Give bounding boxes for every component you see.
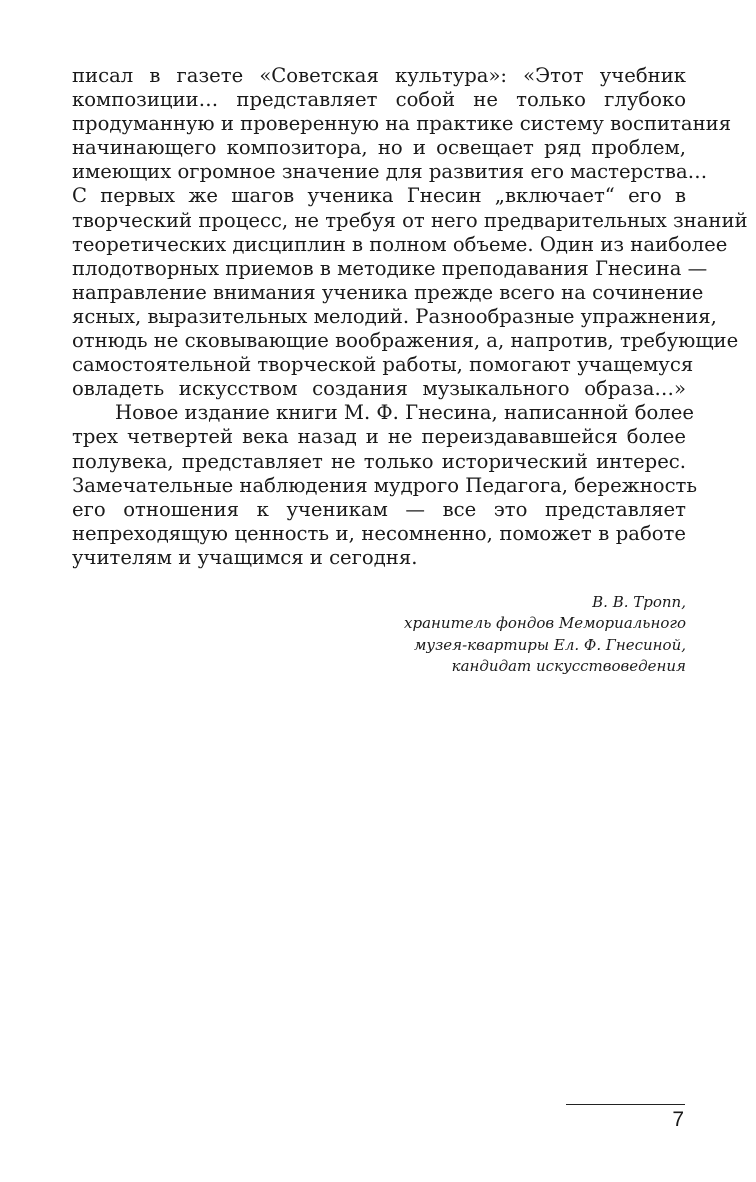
text-line: Новое издание книги М. Ф. Гнесина, написанной более: [115, 401, 694, 425]
text-line: имеющих огромное значение для развития его мастерства…: [72, 160, 708, 184]
text-line: теоретических дисциплин в полном объеме. Один из наиболее: [72, 232, 728, 256]
text-line: трех четвертей века назад и не переиздававшейся более: [72, 425, 686, 449]
signature-role: кандидат искусствоведения: [451, 656, 686, 675]
text-line: его отношения к ученикам — все это представляет: [72, 497, 686, 521]
footer-divider: [566, 1104, 685, 1105]
text-line: полувека, представляет не только исторический интерес.: [72, 449, 686, 473]
signature-role: музея-квартиры Ел. Ф. Гнесиной,: [413, 635, 686, 654]
text-line: ясных, выразительных мелодий. Разнообразные упражнения,: [72, 304, 717, 328]
text-line: направление внимания ученика прежде всего на сочинение: [72, 280, 704, 304]
text-line: плодотворных приемов в методике преподавания Гнесина —: [72, 256, 708, 280]
text-line: творческий процесс, не требуя от него предварительных знаний: [72, 208, 748, 232]
paragraph-quote: [72, 64, 748, 401]
text-line: начинающего композитора, но и освещает ряд проблем,: [72, 136, 686, 160]
text-line: Замечательные наблюдения мудрого Педагога, бережность: [72, 473, 698, 497]
signature-name: В. В. Тропп,: [592, 593, 686, 611]
page-number: 7: [672, 1108, 684, 1131]
text-line: С первых же шагов ученика Гнесин „включает“ его в: [72, 184, 686, 208]
text-line: писал в газете «Советская культура»: «Этот учебник: [72, 64, 686, 87]
text-line: композиции… представляет собой не только глубоко: [72, 88, 686, 112]
author-signature: [404, 592, 686, 677]
text-line: отнюдь не сковывающие воображения, а, напротив, требующие: [72, 329, 739, 353]
text-line: самостоятельной творческой работы, помогают учащемуся: [72, 353, 694, 377]
paragraph-new-edition: [72, 401, 698, 570]
page-body: [72, 64, 748, 570]
text-line: продуманную и проверенную на практике систему воспитания: [72, 112, 732, 136]
signature-role: хранитель фондов Мемориального: [404, 614, 686, 633]
text-line: овладеть искусством создания музыкального образа…»: [72, 377, 686, 401]
text-line: непреходящую ценность и, несомненно, поможет в работе: [72, 521, 686, 545]
text-line: учителям и учащимся и сегодня.: [72, 545, 418, 569]
